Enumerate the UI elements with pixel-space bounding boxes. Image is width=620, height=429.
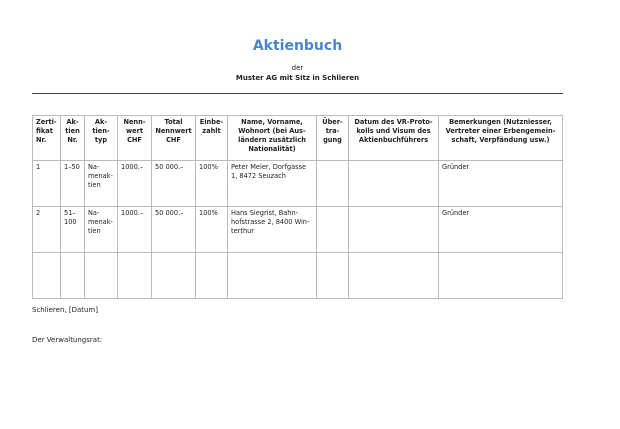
cell: Hans Siegrist, Bahn-hofstrasse 2, 8400 Win-terthur — [228, 207, 317, 253]
table-row — [33, 207, 563, 253]
cell: 1000.– — [118, 207, 152, 253]
share-register-table — [32, 115, 563, 299]
cell — [152, 253, 196, 299]
cell: 50 000.– — [152, 161, 196, 207]
table-row-empty — [33, 253, 563, 299]
cell: Na-menak-tien — [85, 161, 118, 207]
header-cell: Ak-tien Nr. — [61, 116, 85, 161]
cell: 50 000.– — [152, 207, 196, 253]
cell — [118, 253, 152, 299]
cell: 100% — [196, 207, 228, 253]
cell — [439, 253, 563, 299]
subtitle-der: der — [291, 64, 304, 72]
cell — [317, 207, 349, 253]
document-title: Aktienbuch — [252, 38, 343, 54]
header-cell: Über-tra-gung — [317, 116, 349, 161]
cell — [349, 207, 439, 253]
header-cell: Nenn-wert CHF — [118, 116, 152, 161]
cell — [317, 161, 349, 207]
cell — [61, 253, 85, 299]
cell: Gründer — [439, 207, 563, 253]
cell: 1 — [33, 161, 61, 207]
cell — [349, 161, 439, 207]
header-cell: Total Nennwert CHF — [152, 116, 196, 161]
cell — [349, 253, 439, 299]
cell: 1000.– — [118, 161, 152, 207]
place-date: Schlieren, [Datum] — [32, 306, 98, 314]
cell — [317, 253, 349, 299]
company-name: Muster AG mit Sitz in Schlieren — [235, 74, 360, 82]
divider — [32, 93, 563, 94]
board-signature-label: Der Verwaltungsrat: — [32, 336, 103, 344]
cell: 2 — [33, 207, 61, 253]
table-row — [33, 161, 563, 207]
cell — [228, 253, 317, 299]
header-cell: Ak-tien-typ — [85, 116, 118, 161]
cell: 51–100 — [61, 207, 85, 253]
header-cell: Zerti-fikat Nr. — [33, 116, 61, 161]
header-cell: Bemerkungen (Nutzniesser, Vertreter einer Erbengemein-schaft, Verpfändung usw.) — [439, 116, 563, 161]
cell: Na-menak-tien — [85, 207, 118, 253]
cell — [33, 253, 61, 299]
header-cell: Name, Vorname, Wohnort (bei Aus-ländern zusätzlich Nationalität) — [228, 116, 317, 161]
header-cell: Datum des VR-Proto-kolls und Visum des Aktienbuchführers — [349, 116, 439, 161]
cell — [85, 253, 118, 299]
cell: 1–50 — [61, 161, 85, 207]
cell — [196, 253, 228, 299]
header-row — [33, 116, 563, 161]
header-cell: Einbe-zahlt — [196, 116, 228, 161]
cell: Gründer — [439, 161, 563, 207]
cell: 100% — [196, 161, 228, 207]
cell: Peter Meier, Dorfgasse 1, 8472 Seuzach — [228, 161, 317, 207]
